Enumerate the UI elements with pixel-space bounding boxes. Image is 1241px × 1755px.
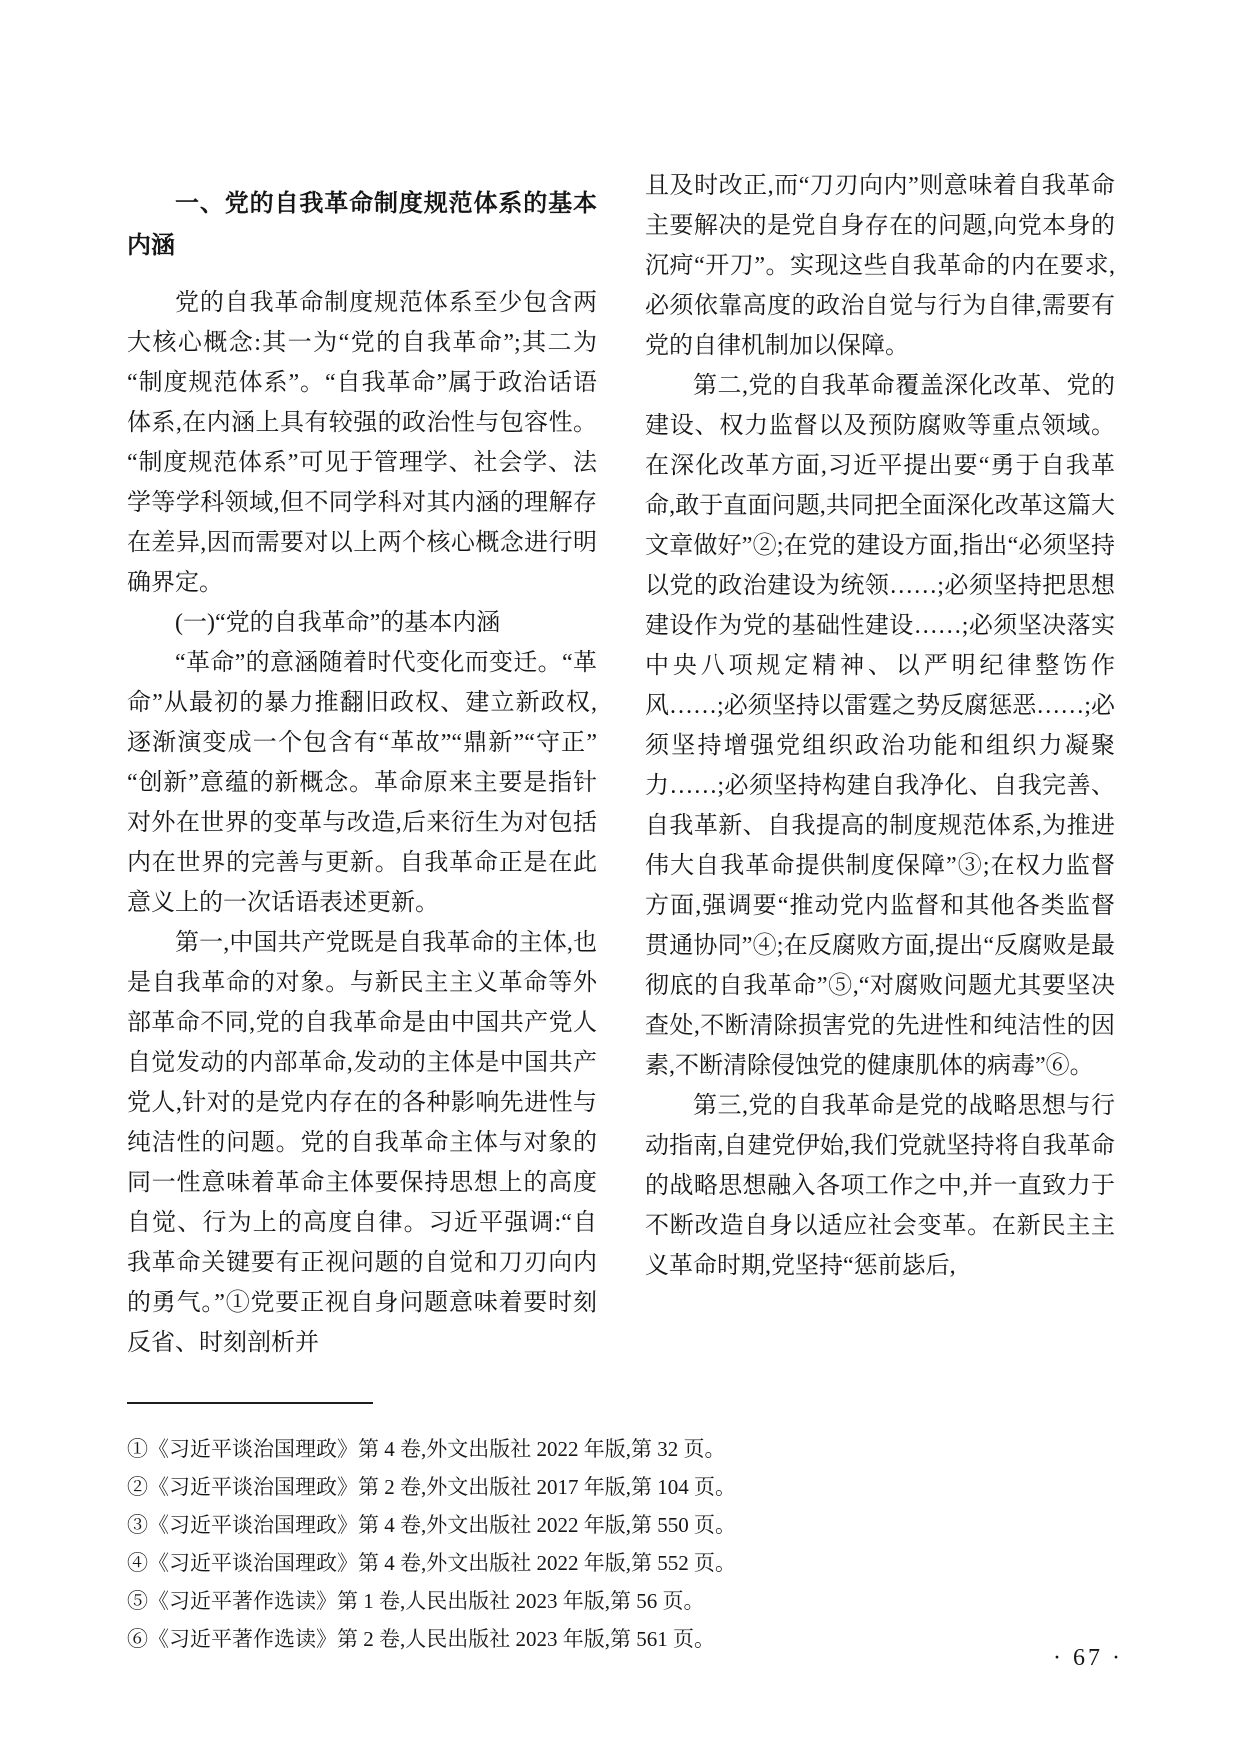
footnote-2: ②《习近平谈治国理政》第 2 卷,外文出版社 2017 年版,第 104 页。: [127, 1475, 736, 1499]
footnote-5: ⑤《习近平著作选读》第 1 卷,人民出版社 2023 年版,第 56 页。: [127, 1589, 705, 1613]
footnotes-section: [127, 1402, 1127, 1658]
paragraph-intro: 党的自我革命制度规范体系至少包含两大核心概念:其一为“党的自我革命”;其二为“制度规范体系”。“自我革命”属于政治话语体系,在内涵上具有较强的政治性与包容性。“制度规范体系”可见于管理学、社会学、法学等学科领域,但不同学科对其内涵的理解存在差异,因而需要对以上两个核心概念进行明确界定。: [127, 290, 597, 596]
paragraph-first-point-continued: 且及时改正,而“刀刃向内”则意味着自我革命主要解决的是党自身存在的问题,向党本身的沉疴“开刀”。实现这些自我革命的内在要求,必须依靠高度的政治自觉与行为自律,需要有党的自律机制加以保障。: [645, 173, 1115, 359]
footnote-6: ⑥《习近平著作选读》第 2 卷,人民出版社 2023 年版,第 561 页。: [127, 1627, 715, 1651]
page-number: · 67 ·: [1053, 1645, 1123, 1671]
footnote-divider: [127, 1402, 373, 1404]
paragraph-first-point: 第一,中国共产党既是自我革命的主体,也是自我革命的对象。与新民主主义革命等外部革命不同,党的自我革命是由中国共产党人自觉发动的内部革命,发动的主体是中国共产党人,针对的是党内存在的各种影响先进性与纯洁性的问题。党的自我革命主体与对象的同一性意味着革命主体要保持思想上的高度自觉、行为上的高度自律。习近平强调:“自我革命关键要有正视问题的自觉和刀刃向内的勇气。”①党要正视自身问题意味着要时刻反省、时刻剖析并: [127, 930, 597, 1356]
right-column: [645, 166, 1115, 1286]
subheading-basic-connotation: (一)“党的自我革命”的基本内涵: [175, 610, 501, 636]
footnote-3: ③《习近平谈治国理政》第 4 卷,外文出版社 2022 年版,第 550 页。: [127, 1513, 736, 1537]
footnote-4: ④《习近平谈治国理政》第 4 卷,外文出版社 2022 年版,第 552 页。: [127, 1551, 736, 1575]
paragraph-revolution-meaning: “革命”的意涵随着时代变化而变迁。“革命”从最初的暴力推翻旧政权、建立新政权,逐渐演变成一个包含有“革故”“鼎新”“守正”“创新”意蕴的新概念。革命原来主要是指针对外在世界的变革与改造,后来衍生为对包括内在世界的完善与更新。自我革命正是在此意义上的一次话语表述更新。: [127, 650, 597, 916]
paragraph-second-point: 第二,党的自我革命覆盖深化改革、党的建设、权力监督以及预防腐败等重点领域。在深化改革方面,习近平提出要“勇于自我革命,敢于直面问题,共同把全面深化改革这篇大文章做好”②;在党的建设方面,指出“必须坚持以党的政治建设为统领……;必须坚持把思想建设作为党的基础性建设……;必须坚决落实中央八项规定精神、以严明纪律整饬作风……;必须坚持以雷霆之势反腐惩恶……;必须坚持增强党组织政治功能和组织力凝聚力……;必须坚持构建自我净化、自我完善、自我革新、自我提高的制度规范体系,为推进伟大自我革命提供制度保障”③;在权力监督方面,强调要“推动党内监督和其他各类监督贯通协同”④;在反腐败方面,提出“反腐败是最彻底的自我革命”⑤,“对腐败问题尤其要坚决查处,不断清除损害党的先进性和纯洁性的因素,不断清除侵蚀党的健康肌体的病毒”⑥。: [645, 373, 1115, 1079]
section-heading: 一、党的自我革命制度规范体系的基本内涵: [127, 190, 597, 259]
paragraph-third-point: 第三,党的自我革命是党的战略思想与行动指南,自建党伊始,我们党就坚持将自我革命的战略思想融入各项工作之中,并一直致力于不断改造自身以适应社会变革。在新民主主义革命时期,党坚持“惩前毖后,: [645, 1093, 1115, 1279]
footnote-1: ①《习近平谈治国理政》第 4 卷,外文出版社 2022 年版,第 32 页。: [127, 1437, 726, 1461]
left-column: [127, 183, 597, 1363]
